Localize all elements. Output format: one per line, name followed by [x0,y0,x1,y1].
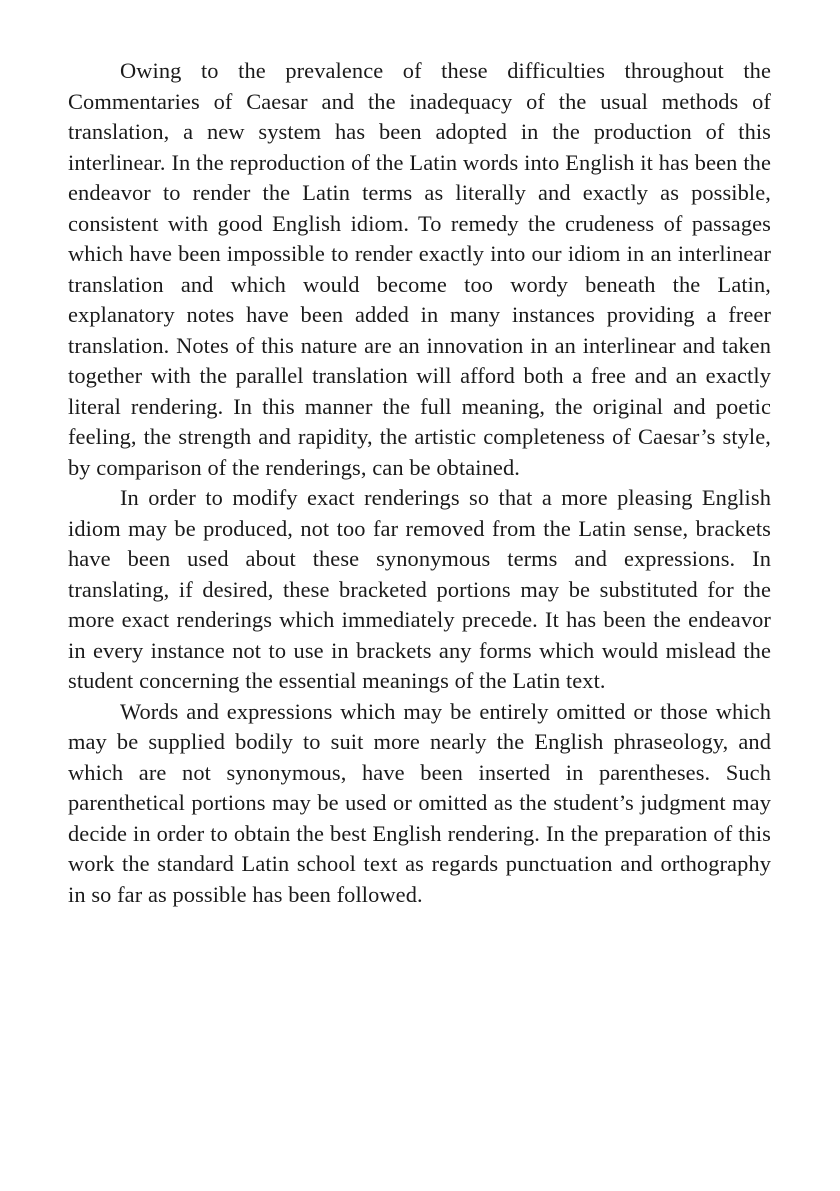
paragraph-parentheses: Words and expressions which may be entirely omitted or those which may be supplied bodily to suit more nearly the English phraseology, and which are not synonymous, have been inserted in parentheses. Such parenthetical portions may be used or omitted as the student’s judgment may decide in order to obtain the best English rendering. In the preparation of this work the standard Latin school text as regards punctuation and orthography in so far as possible has been followed. [68,698,771,907]
document-page [68,56,771,910]
paragraph-translation-system: Owing to the prevalence of these difficulties throughout the Commentaries of Caesar and the inadequacy of the usual methods of translation, a new system has been adopted in the production of this interlinear. In the reproduction of the Latin words into English it has been the endeavor to render the Latin terms as literally and exactly as possible, consistent with good English idiom. To remedy the crudeness of passages which have been impossible to render exactly into our idiom in an interlinear translation and which would become too wordy beneath the Latin, explanatory notes have been added in many instances providing a freer translation. Notes of this nature are an innovation in an interlinear and taken together with the parallel translation will afford both a free and an exactly literal rendering. In this manner the full meaning, the original and poetic feeling, the strength and rapidity, the artistic completeness of Caesar’s style, by comparison of the renderings, can be obtained. [68,58,771,480]
paragraph-brackets: In order to modify exact renderings so that a more pleasing English idiom may be produced, not too far removed from the Latin sense, brackets have been used about these synonymous terms and expressions. In translating, if desired, these bracketed portions may be substituted for the more exact renderings which immediately precede. It has been the endeavor in every instance not to use in brackets any forms which would mislead the student concerning the essential meanings of the Latin text. [68,485,771,693]
